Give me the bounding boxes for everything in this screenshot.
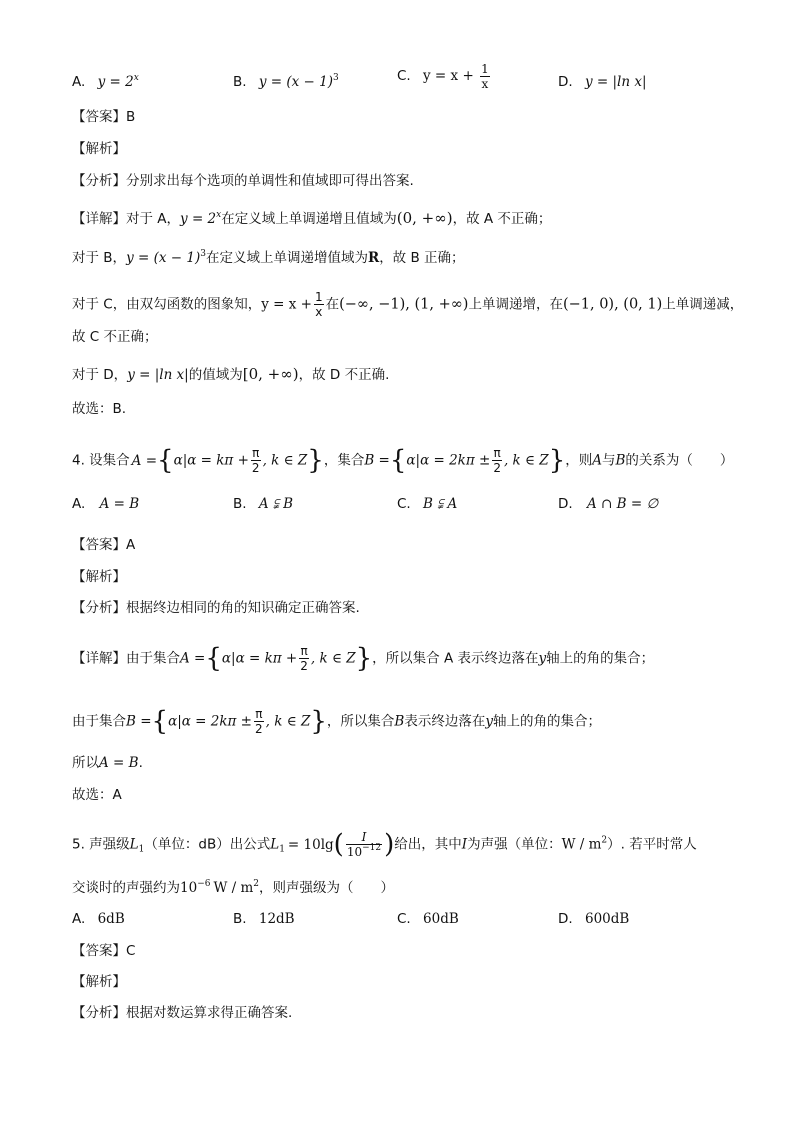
option-expr: A = B	[99, 496, 140, 512]
stem-text: ，则声强级为（ ）	[259, 880, 395, 896]
fenxi-tag: 【分析】	[72, 1005, 126, 1021]
detail-text: 的值域为	[188, 367, 243, 383]
right-brace: }	[310, 706, 327, 737]
answer-value: C	[126, 943, 136, 959]
q3-detail-c	[72, 290, 743, 319]
detail-text: 上单调递减，	[662, 296, 744, 313]
option-label: D.	[558, 496, 573, 512]
stem-text: 与	[601, 452, 616, 469]
detail-exp: x	[216, 210, 222, 220]
stem-text: ，则	[565, 452, 593, 469]
q4-option-b	[233, 494, 293, 514]
detail-tag: 【详解】	[72, 650, 126, 667]
detail-text: 上单调递增，在	[468, 296, 563, 313]
option-expr: B ⫋ A	[423, 496, 458, 512]
detail-interval: (−1, 0), (0, 1)	[562, 296, 663, 313]
q3-option-a	[72, 72, 139, 92]
q3-detail-c-cont: 故 C 不正确；	[72, 329, 158, 345]
value: 10	[180, 880, 198, 896]
detail-expr: y = 2	[180, 211, 217, 227]
fraction-denominator: 2	[493, 461, 501, 475]
q3-option-d-label: D.	[558, 74, 573, 90]
detail-text: 对于 D，	[72, 367, 128, 383]
option-text: 60dB	[423, 911, 459, 927]
detail-text: 对于 B，	[72, 250, 127, 266]
set-condition: , k ∈ Z	[503, 452, 549, 469]
detail-interval: (−∞, −1), (1, +∞)	[339, 296, 469, 313]
fraction-numerator: π	[255, 707, 263, 721]
fenxi-text: 分别求出每个选项的单调性和值域即可得出答案.	[126, 173, 414, 189]
option-text: 600dB	[584, 911, 630, 927]
set-b-lhs: B =	[364, 452, 390, 469]
q4-analysis-tag: 【解析】	[72, 569, 126, 585]
set-b-lhs: B =	[126, 713, 152, 730]
fraction-numerator: π	[252, 446, 260, 460]
detail-text: ，所以集合	[326, 713, 395, 730]
pi-over-two	[254, 707, 264, 736]
detail-text: 对于 A，	[126, 211, 181, 227]
option-label: C.	[397, 911, 411, 927]
set-a-lhs: A =	[131, 452, 158, 469]
set-name: B	[615, 452, 626, 469]
subscript: 1	[279, 844, 285, 855]
stem-text: （单位：dB）出公式	[144, 836, 271, 853]
detail-text: 在	[325, 296, 340, 313]
q5-stem-1	[72, 830, 697, 859]
detail-text: 对于 C，由双勾函数的图象知，	[72, 296, 262, 313]
q3-option-b-exp: 3	[333, 73, 339, 83]
option-label: A.	[72, 496, 86, 512]
q3-detail-a	[72, 208, 551, 229]
q3-option-b-label: B.	[233, 74, 247, 90]
answer-tag: 【答案】	[72, 537, 126, 553]
left-paren: (	[333, 829, 344, 860]
q4-option-d	[558, 494, 658, 514]
pi-over-two	[251, 446, 261, 475]
intensity-fraction	[346, 830, 382, 859]
unit: W / m	[213, 880, 254, 896]
q3-option-d-expr: y = |ln x|	[584, 74, 647, 90]
q3-choice: 故选：B.	[72, 401, 127, 417]
option-text: 12dB	[258, 911, 295, 927]
fenxi-tag: 【分析】	[72, 173, 126, 189]
option-expr: A ∩ B = ∅	[586, 496, 659, 512]
q3-detail-b	[72, 248, 465, 268]
q5-option-b	[233, 909, 295, 929]
fraction-numerator: 1	[481, 62, 489, 76]
q3-option-a-exp: x	[133, 73, 139, 83]
q3-option-c	[397, 62, 492, 91]
detail-text: .	[138, 755, 143, 771]
q3-option-c-expr: y = x +	[423, 68, 474, 84]
pi-over-two	[299, 644, 309, 673]
set-name: B	[394, 713, 405, 730]
q3-option-a-label: A.	[72, 74, 86, 90]
answer-tag: 【答案】	[72, 943, 126, 959]
option-expr: A ⫋ B	[258, 496, 294, 512]
right-brace: }	[355, 643, 373, 674]
option-label: B.	[233, 911, 247, 927]
q5-option-a	[72, 909, 125, 929]
stem-text: 5. 声强级	[72, 836, 130, 853]
set-a-lhs: A =	[180, 650, 206, 667]
ten: 10	[346, 845, 363, 859]
fraction-denominator: 2	[251, 461, 260, 475]
detail-expr: y = x +	[261, 296, 312, 313]
fraction-numerator: 1	[314, 290, 323, 304]
detail-text: 在定义域上单调递增且值域为	[221, 211, 397, 227]
option-label: C.	[397, 496, 411, 512]
fraction-numerator: I	[346, 830, 382, 845]
fraction-denominator: x	[315, 305, 323, 319]
q3-option-b	[233, 72, 339, 92]
set-condition: , k ∈ Z	[310, 650, 356, 667]
q3-option-c-fraction	[480, 62, 490, 91]
fenxi-text: 根据终边相同的角的知识确定正确答案.	[126, 600, 360, 616]
detail-exp: 3	[200, 249, 206, 259]
right-brace: }	[307, 445, 324, 476]
option-label: A.	[72, 911, 86, 927]
set-a-body: α|α = kπ +	[221, 650, 298, 667]
exponent: 2	[253, 879, 260, 889]
right-paren: )	[384, 829, 395, 860]
q3-answer	[72, 107, 135, 127]
q4-fenxi	[72, 598, 360, 618]
detail-text: 轴上的角的集合；	[492, 713, 601, 730]
left-brace: {	[151, 706, 169, 737]
detail-text: 表示终边落在	[404, 713, 486, 730]
symbol-I: I	[461, 836, 468, 853]
subscript: 1	[138, 844, 145, 855]
stem-text: 为声强（单位：	[467, 836, 562, 853]
answer-tag: 【答案】	[72, 109, 126, 125]
detail-text: 在定义域上单调递增值域为	[205, 250, 368, 266]
exponent: −12	[362, 843, 382, 853]
q4-stem	[72, 446, 733, 475]
stem-text: 4. 设集合	[72, 452, 130, 469]
q5-option-c	[397, 909, 459, 929]
fenxi-text: 根据对数运算求得正确答案.	[126, 1005, 293, 1021]
fraction-denominator	[346, 845, 382, 859]
q4-option-c	[397, 494, 457, 514]
left-brace: {	[205, 643, 222, 674]
set-condition: , k ∈ Z	[262, 452, 308, 469]
detail-range: (0, +∞)	[396, 209, 453, 227]
set-condition: , k ∈ Z	[265, 713, 311, 730]
axis-y: y	[538, 650, 547, 667]
stem-text: ，集合	[323, 452, 365, 469]
set-b-body: α|α = 2kπ ±	[406, 452, 491, 469]
detail-text: ，所以集合 A 表示终边落在	[372, 650, 539, 667]
answer-value: A	[126, 537, 136, 553]
q3-option-d	[558, 72, 647, 92]
q5-analysis-tag: 【解析】	[72, 974, 126, 990]
option-text: 6dB	[97, 911, 125, 927]
q4-choice: 故选：A	[72, 787, 122, 803]
detail-fraction	[314, 290, 324, 319]
q5-fenxi	[72, 1003, 292, 1023]
detail-tag: 【详解】	[72, 211, 126, 227]
left-brace: {	[157, 445, 174, 476]
detail-text: 由于集合	[126, 650, 180, 667]
detail-text: 由于集合	[72, 713, 126, 730]
q4-answer	[72, 535, 135, 555]
detail-text: 所以	[72, 755, 99, 771]
symbol-L: L	[270, 836, 280, 853]
detail-expr: y = |ln x|	[127, 367, 189, 383]
q4-detail-2	[72, 707, 601, 736]
pi-over-two	[492, 446, 502, 475]
answer-value: B	[126, 109, 136, 125]
option-label: B.	[233, 496, 247, 512]
stem-text: 的关系为（ ）	[625, 452, 734, 469]
fenxi-tag: 【分析】	[72, 600, 126, 616]
fraction-denominator: x	[481, 77, 489, 91]
q3-fenxi	[72, 171, 414, 191]
symbol-L: L	[129, 836, 139, 853]
axis-y: y	[485, 713, 493, 730]
stem-text: 交谈时的声强约为	[72, 880, 180, 896]
formula-lhs: = 10lg	[287, 836, 334, 853]
fraction-numerator: π	[493, 446, 501, 460]
option-label: D.	[558, 911, 573, 927]
q3-option-c-label: C.	[397, 68, 411, 84]
detail-expr: y = (x − 1)	[126, 250, 201, 266]
detail-text: 轴上的角的集合；	[546, 650, 655, 667]
set-name: A	[592, 452, 602, 469]
left-brace: {	[389, 445, 407, 476]
q3-analysis-tag: 【解析】	[72, 141, 126, 157]
q3-option-a-expr: y = 2	[97, 74, 134, 90]
so-expr: A = B	[99, 755, 139, 771]
fraction-numerator: π	[300, 644, 308, 658]
q3-detail-d	[72, 364, 389, 385]
set-a-body: α|α = kπ +	[173, 452, 249, 469]
detail-text: ，故 B 正确；	[379, 250, 465, 266]
detail-real-set: R	[367, 250, 380, 266]
q5-stem-2	[72, 878, 394, 898]
unit: W / m	[561, 836, 602, 853]
stem-text: ）. 若平时常人	[607, 836, 697, 853]
detail-text: ，故 D 不正确.	[298, 367, 390, 383]
fraction-denominator: 2	[255, 722, 263, 736]
q5-option-d	[558, 909, 629, 929]
right-brace: }	[548, 445, 566, 476]
exponent: −6	[197, 879, 211, 889]
q3-option-b-expr: y = (x − 1)	[258, 74, 334, 90]
q4-detail-1	[72, 644, 654, 673]
fraction-denominator: 2	[300, 659, 308, 673]
exponent: 2	[601, 835, 608, 846]
stem-text: 给出，其中	[394, 836, 462, 853]
detail-text: ，故 A 不正确；	[452, 211, 552, 227]
detail-range: [0, +∞)	[242, 365, 299, 383]
set-b-body: α|α = 2kπ ±	[168, 713, 252, 730]
q4-so	[72, 753, 143, 773]
q4-option-a	[72, 494, 139, 514]
q5-answer	[72, 941, 135, 961]
